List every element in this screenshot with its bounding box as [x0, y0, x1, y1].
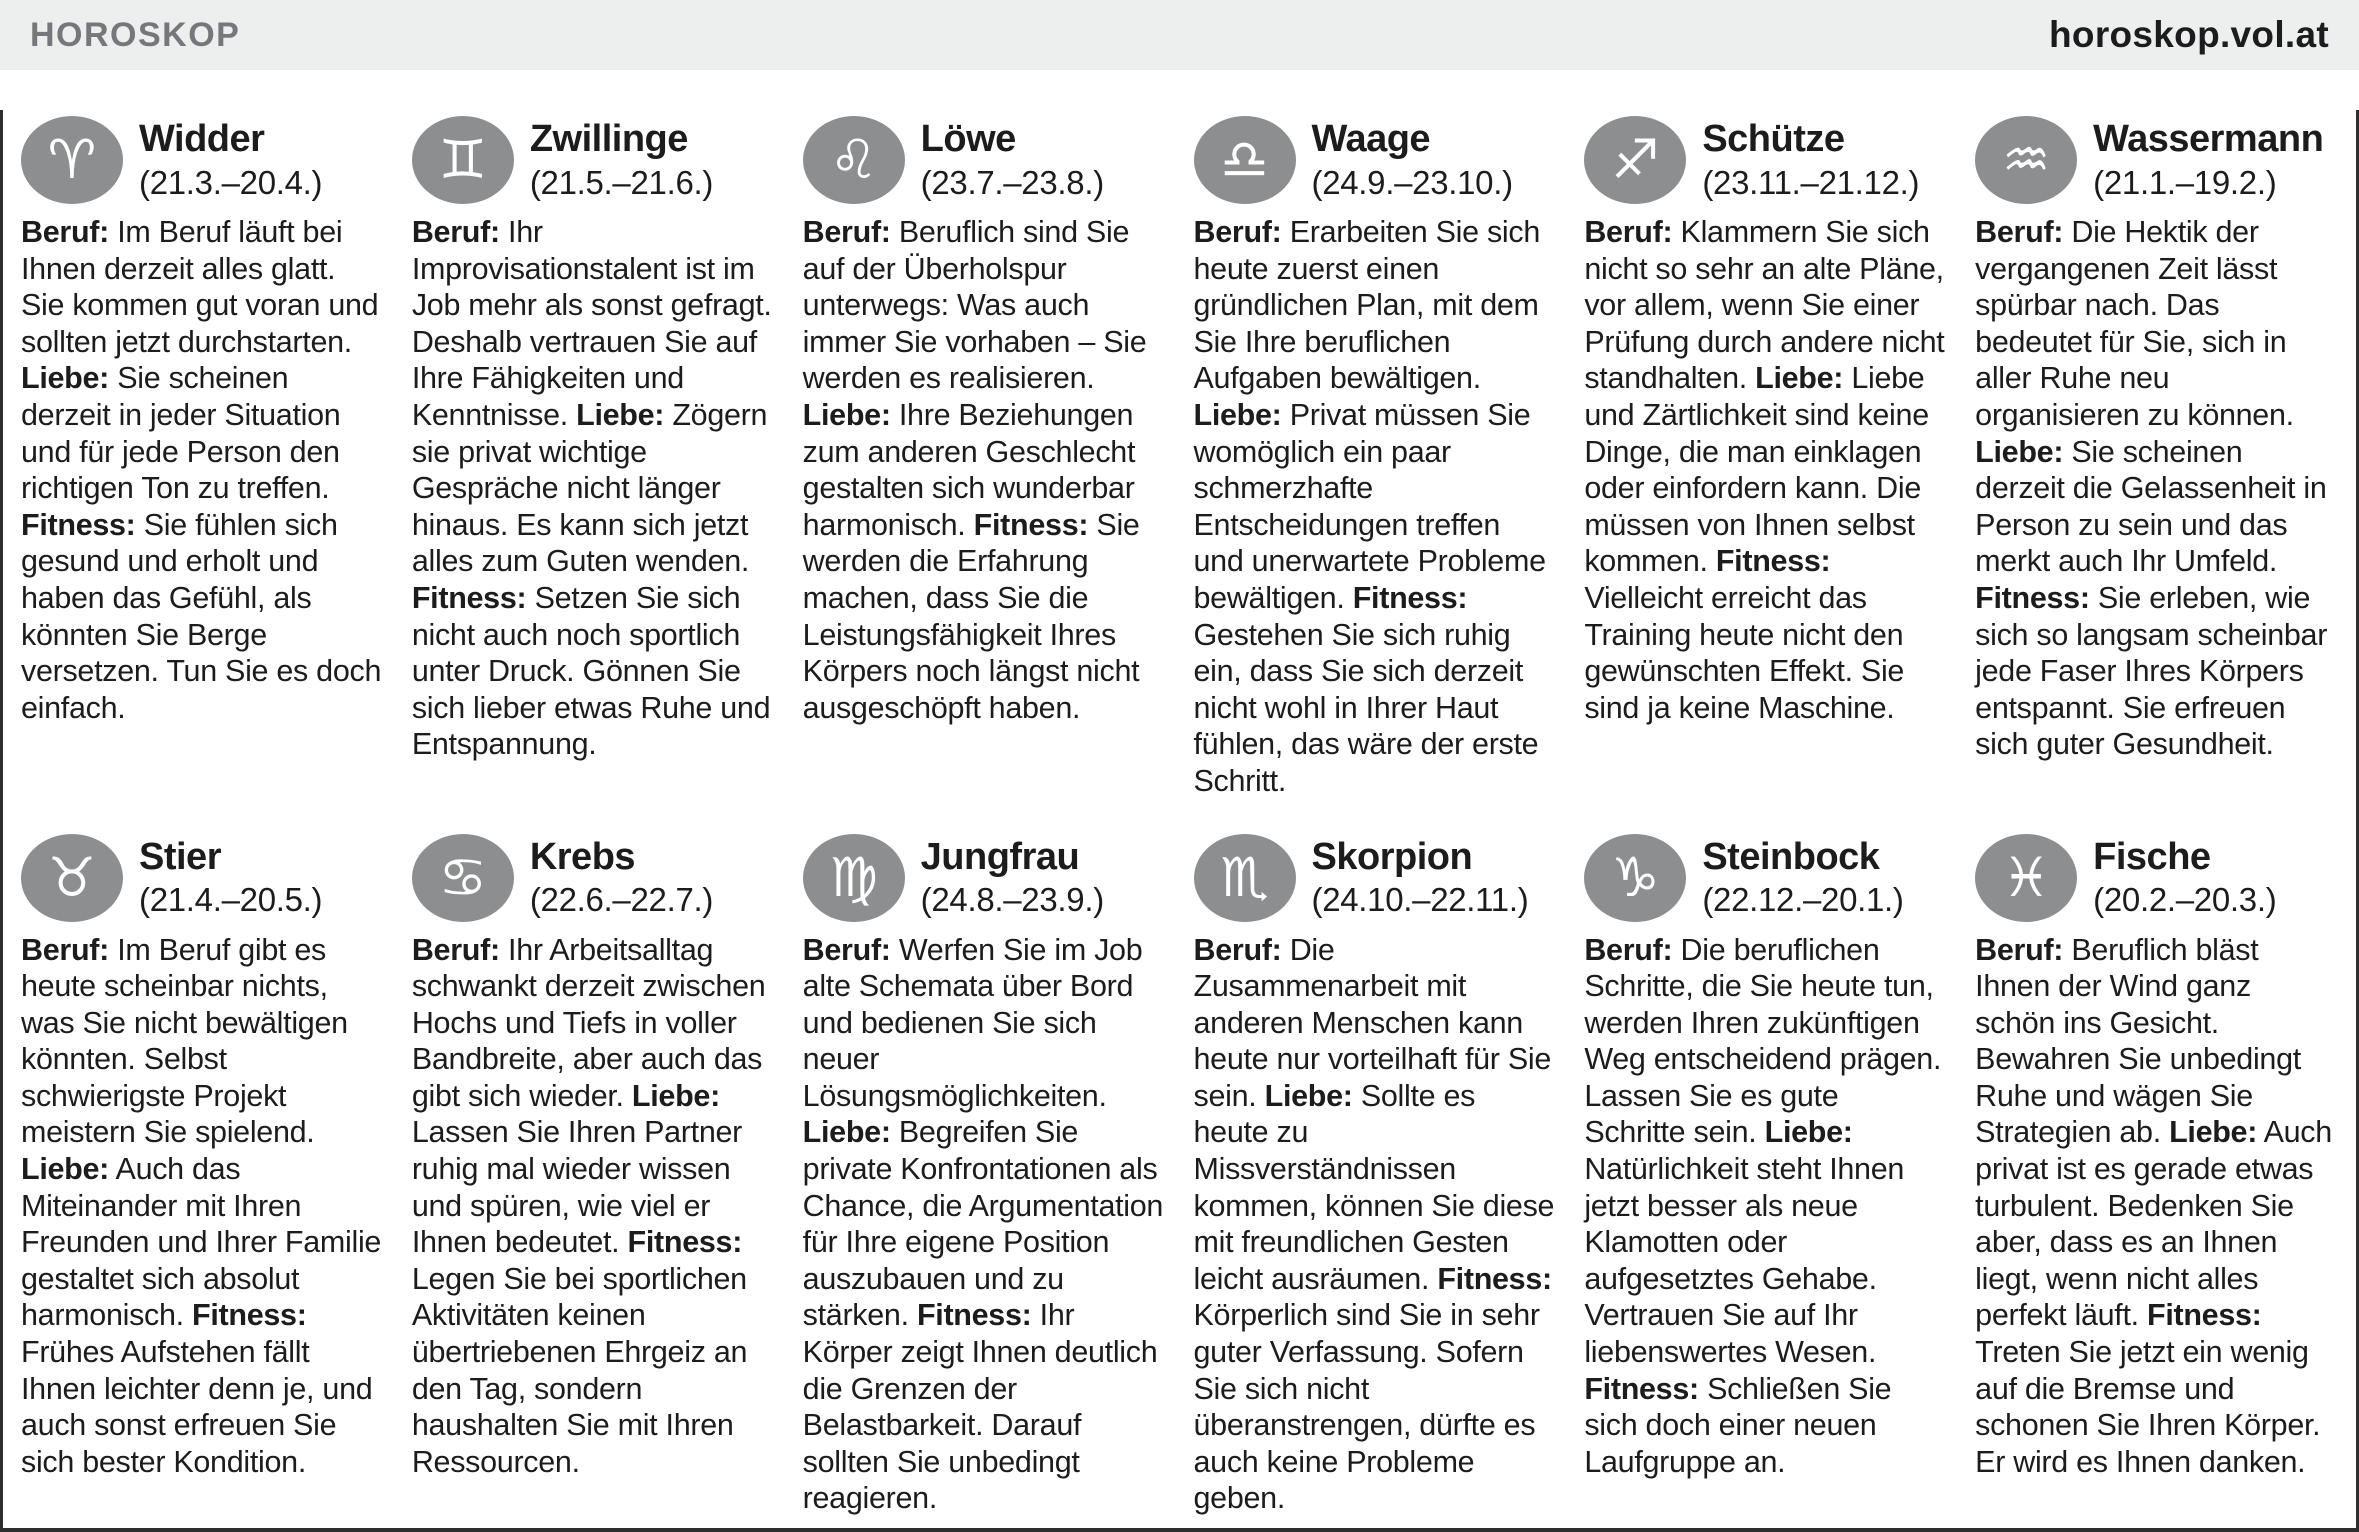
beruf-label: Beruf:: [1975, 215, 2064, 249]
sign-dates: (24.8.–23.9.): [920, 881, 1104, 919]
virgo-maiden-icon: ♍: [803, 834, 905, 922]
page-title: HOROSKOP: [30, 15, 241, 54]
fitness-text: Ihr Körper zeigt Ihnen deutlich die Grenzen der Belastbarkeit. Darauf sollten Sie unbedingt reagieren.: [802, 1298, 1158, 1516]
liebe-label: Liebe:: [1264, 1078, 1353, 1113]
beruf-text: Die Hektik der vergangenen Zeit lässt spürbar nach. Das bedeutet für Sie, sich in aller Ruhe neu organisieren zu können.: [1975, 215, 2294, 432]
header-gap: [0, 70, 2359, 110]
sign-card: [803, 834, 1166, 1518]
fitness-label: Fitness:: [1975, 580, 2090, 615]
beruf-text: Ihr Improvisationstalent ist im Job mehr als sonst gefragt. Deshalb vertrauen Sie auf Ihre Fähigkeiten und Kenntnisse.: [411, 215, 772, 432]
sign-text: [21, 932, 384, 1481]
fitness-label: Fitness:: [21, 507, 136, 542]
sign-dates: (21.4.–20.5.): [139, 881, 323, 919]
sign-card: [1975, 116, 2338, 800]
beruf-text: Ihr Arbeitsalltag schwankt derzeit zwischen Hochs und Tiefs in voller Bandbreite, aber auch das gibt sich wieder.: [411, 932, 766, 1113]
sign-dates: (20.2.–20.3.): [2093, 881, 2277, 919]
sign-card: [1194, 834, 1557, 1518]
liebe-text: Zögern sie privat wichtige Gespräche nicht länger hinaus. Es kann sich jetzt alles zum Guten wenden.: [411, 397, 768, 579]
sign-header: [1975, 116, 2338, 204]
fitness-text: Treten Sie jetzt ein wenig auf die Bremse und schonen Sie Ihren Körper. Er wird es Ihnen danken.: [1975, 1335, 2321, 1479]
fitness-text: Setzen Sie sich nicht auch noch sportlich unter Druck. Gönnen Sie sich lieber etwas Ruhe und Entspannung.: [411, 580, 771, 762]
cancer-crab-icon: ♋: [412, 834, 514, 922]
beruf-text: Beruflich sind Sie auf der Überholspur unterwegs: Was auch immer Sie vorhaben – Sie werden es realisieren.: [802, 215, 1147, 396]
liebe-text: Ihre Beziehungen zum anderen Geschlecht gestalten sich wunderbar harmonisch.: [802, 397, 1136, 542]
beruf-text: Erarbeiten Sie sich heute zuerst einen gründlichen Plan, mit dem Sie Ihre beruflichen Aufgaben bewältigen.: [1193, 215, 1540, 396]
sign-card: [412, 834, 775, 1518]
beruf-label: Beruf:: [1584, 932, 1673, 967]
fitness-label: Fitness:: [973, 507, 1089, 542]
sign-header: [412, 834, 775, 922]
beruf-text: Im Beruf gibt es heute scheinbar nichts, was Sie nicht bewältigen könnten. Selbst schwierigste Projekt meistern Sie spielend.: [21, 932, 348, 1150]
liebe-text: Sie scheinen derzeit die Gelassenheit in Person zu sein und das merkt auch Ihr Umfeld.: [1975, 434, 2327, 579]
site-url: horoskop.vol.at: [2049, 14, 2329, 55]
beruf-text: Beruflich bläst Ihnen der Wind ganz schön ins Gesicht. Bewahren Sie unbedingt Ruhe und wägen Sie Strategien ab.: [1975, 932, 2301, 1150]
liebe-label: Liebe:: [2169, 1115, 2258, 1150]
fitness-label: Fitness:: [916, 1298, 1032, 1333]
liebe-label: Liebe:: [1755, 361, 1844, 396]
sign-header: [1584, 834, 1947, 922]
sign-header: [803, 116, 1166, 204]
page-header: [0, 0, 2359, 70]
sign-card: [21, 834, 384, 1518]
sign-text: [412, 932, 775, 1481]
sign-name: Jungfrau: [920, 835, 1080, 878]
sign-card: [803, 116, 1166, 800]
sign-name: Fische: [2093, 835, 2211, 878]
sign-text: [803, 214, 1166, 726]
sign-header: [1194, 834, 1557, 922]
sign-name: Widder: [139, 118, 265, 160]
liebe-label: Liebe:: [1975, 434, 2064, 469]
sign-name: Waage: [1311, 118, 1431, 160]
fitness-text: Gestehen Sie sich ruhig ein, dass Sie sich derzeit nicht wohl in Ihrer Haut fühlen, das wäre der erste Schritt.: [1193, 617, 1539, 798]
beruf-label: Beruf:: [1975, 932, 2064, 967]
scorpio-scorpion-icon: ♏: [1194, 834, 1296, 922]
liebe-text: Auch das Miteinander mit Ihren Freunden und Ihrer Familie gestaltet sich absolut harmonisch.: [21, 1152, 382, 1333]
liebe-text: Begreifen Sie private Konfrontationen als Chance, die Argumentation für Ihre eigene Position auszubauen und zu stärken.: [802, 1115, 1164, 1333]
sign-header: [412, 116, 775, 204]
sign-text: [1194, 932, 1557, 1518]
sign-text: [1975, 214, 2338, 763]
sign-dates: (23.7.–23.8.): [920, 163, 1104, 201]
liebe-label: Liebe:: [802, 1115, 891, 1150]
fitness-label: Fitness:: [1584, 1371, 1699, 1406]
sign-header: [803, 834, 1166, 922]
sign-name: Krebs: [529, 835, 636, 878]
fitness-text: Körperlich sind Sie in sehr guter Verfassung. Sofern Sie sich nicht überanstrengen, dürfte es auch keine Probleme geben.: [1193, 1298, 1540, 1516]
fitness-text: Frühes Aufstehen fällt Ihnen leichter denn je, und auch sonst erfreuen Sie sich bester Kondition.: [21, 1335, 373, 1479]
beruf-text: Die Zusammenarbeit mit anderen Menschen kann heute nur vorteilhaft für Sie sein.: [1193, 932, 1552, 1113]
gemini-twins-icon: ♊: [412, 116, 514, 204]
taurus-bull-icon: ♉: [21, 834, 123, 922]
sign-dates: (22.12.–20.1.): [1702, 881, 1904, 919]
sign-header: [1584, 116, 1947, 204]
liebe-label: Liebe:: [1764, 1115, 1853, 1150]
fitness-text: Vielleicht erreicht das Training heute nicht den gewünschten Effekt. Sie sind ja keine Maschine.: [1584, 580, 1905, 725]
beruf-text: Die beruflichen Schritte, die Sie heute tun, werden Ihren zukünftigen Weg entscheidend prägen. Lassen Sie es gute Schritte sein.: [1584, 932, 1942, 1150]
capricorn-goat-icon: ♑: [1584, 834, 1686, 922]
liebe-text: Auch privat ist es gerade etwas turbulent. Bedenken Sie aber, dass es an Ihnen liegt, wenn nicht alles perfekt läuft.: [1975, 1115, 2332, 1333]
beruf-label: Beruf:: [411, 215, 500, 249]
fitness-label: Fitness:: [411, 580, 527, 615]
sign-header: [21, 834, 384, 922]
sign-card: [1194, 116, 1557, 800]
beruf-label: Beruf:: [21, 932, 110, 967]
fitness-label: Fitness:: [1715, 544, 1831, 579]
sign-name: Zwillinge: [529, 118, 688, 160]
sign-name: Steinbock: [1702, 835, 1880, 878]
liebe-text: Lassen Sie Ihren Partner ruhig mal wieder wissen und spüren, wie viel er Ihnen bedeutet.: [411, 1115, 743, 1260]
beruf-text: Werfen Sie im Job alte Schemata über Bord und bedienen Sie sich neuer Lösungsmöglichkeiten.: [802, 932, 1143, 1113]
fitness-label: Fitness:: [1352, 580, 1468, 615]
fitness-text: Sie werden die Erfahrung machen, dass Sie die Leistungsfähigkeit Ihres Körpers noch längst nicht ausgeschöpft haben.: [802, 507, 1140, 725]
beruf-label: Beruf:: [802, 215, 891, 249]
liebe-text: Liebe und Zärtlichkeit sind keine Dinge, die man einklagen oder einfordern kann. Die müssen von Ihnen selbst kommen.: [1584, 361, 1929, 579]
sign-dates: (21.5.–21.6.): [529, 163, 714, 201]
sign-dates: (22.6.–22.7.): [529, 881, 714, 919]
sign-text: [1194, 214, 1557, 800]
fitness-label: Fitness:: [1437, 1261, 1552, 1296]
leo-lion-icon: ♌: [803, 116, 905, 204]
fitness-label: Fitness:: [627, 1225, 743, 1260]
sign-dates: (24.9.–23.10.): [1311, 163, 1513, 201]
fitness-text: Legen Sie bei sportlichen Aktivitäten keinen übertriebenen Ehrgeiz an den Tag, sondern haushalten Sie mit Ihren Ressourcen.: [411, 1261, 748, 1479]
beruf-label: Beruf:: [411, 932, 500, 967]
sign-text: [21, 214, 384, 726]
liebe-label: Liebe:: [21, 1152, 110, 1187]
beruf-text: Klammern Sie sich nicht so sehr an alte Pläne, vor allem, wenn Sie einer Prüfung durch andere nicht standhalten.: [1584, 215, 1945, 396]
fitness-text: Sie fühlen sich gesund und erholt und haben das Gefühl, als könnten Sie Berge versetzen. Tun Sie es doch einfach.: [21, 507, 382, 725]
beruf-label: Beruf:: [1584, 215, 1673, 249]
liebe-label: Liebe:: [631, 1078, 720, 1113]
sign-text: [1584, 214, 1947, 726]
sign-text: [1584, 932, 1947, 1481]
sign-text: [412, 214, 775, 763]
beruf-text: Im Beruf läuft bei Ihnen derzeit alles glatt. Sie kommen gut voran und sollten jetzt durchstarten.: [21, 215, 379, 359]
aquarius-waterbearer-icon: ♒: [1975, 116, 2077, 204]
sign-dates: (24.10.–22.11.): [1311, 881, 1529, 919]
fitness-text: Schließen Sie sich doch einer neuen Laufgruppe an.: [1584, 1371, 1892, 1479]
sign-card: [21, 116, 384, 800]
beruf-label: Beruf:: [21, 215, 110, 249]
fitness-text: Sie erleben, wie sich so langsam scheinbar jede Faser Ihres Körpers entspannt. Sie erfreuen sich guter Gesundheit.: [1975, 580, 2328, 762]
sign-card: [1584, 834, 1947, 1518]
sign-name: Löwe: [920, 118, 1016, 160]
liebe-label: Liebe:: [21, 361, 110, 396]
sign-name: Wassermann: [2093, 118, 2324, 160]
fitness-label: Fitness:: [2146, 1298, 2262, 1333]
sign-header: [21, 116, 384, 204]
sign-name: Stier: [139, 835, 221, 878]
sign-card: [1975, 834, 2338, 1518]
sign-text: [1975, 932, 2338, 1481]
sign-card: [412, 116, 775, 800]
pisces-fish-icon: ♓: [1975, 834, 2077, 922]
liebe-label: Liebe:: [802, 397, 891, 432]
horoscope-grid: [0, 110, 2359, 1532]
liebe-text: Sie scheinen derzeit in jeder Situation und für jede Person den richtigen Ton zu treffen.: [21, 361, 341, 506]
liebe-text: Privat müssen Sie womöglich ein paar schmerzhafte Entscheidungen treffen und unerwartete Probleme bewältigen.: [1193, 397, 1546, 615]
beruf-label: Beruf:: [802, 932, 891, 967]
liebe-label: Liebe:: [576, 397, 665, 432]
liebe-text: Natürlichkeit steht Ihnen jetzt besser als neue Klamotten oder aufgesetztes Gehabe. Vertrauen Sie auf Ihr liebenswertes Wesen.: [1584, 1152, 1905, 1370]
sagittarius-archer-icon: ♐: [1584, 116, 1686, 204]
aries-ram-icon: ♈: [21, 116, 123, 204]
beruf-label: Beruf:: [1193, 932, 1282, 967]
fitness-label: Fitness:: [192, 1298, 307, 1333]
sign-name: Schütze: [1702, 118, 1845, 160]
sign-name: Skorpion: [1311, 835, 1473, 878]
sign-dates: (21.3.–20.4.): [139, 163, 323, 201]
sign-text: [803, 932, 1166, 1518]
sign-header: [1194, 116, 1557, 204]
sign-dates: (21.1.–19.2.): [2093, 163, 2277, 201]
sign-header: [1975, 834, 2338, 922]
beruf-label: Beruf:: [1193, 215, 1282, 249]
liebe-label: Liebe:: [1193, 397, 1282, 432]
sign-card: [1584, 116, 1947, 800]
sign-dates: (23.11.–21.12.): [1702, 163, 1920, 201]
liebe-text: Sollte es heute zu Missverständnissen kommen, können Sie diese mit freundlichen Gesten leicht ausräumen.: [1193, 1078, 1555, 1296]
libra-scales-icon: ♎: [1194, 116, 1296, 204]
